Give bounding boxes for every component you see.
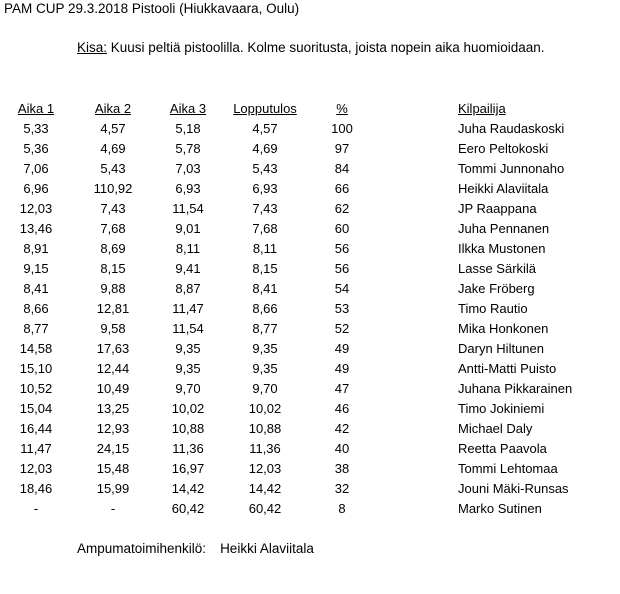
cell-time-3: 16,97 xyxy=(171,461,205,476)
cell-competitor: Timo Jokiniemi xyxy=(458,401,545,416)
competition-description xyxy=(77,40,545,55)
table-row xyxy=(0,219,620,239)
cell-competitor: Jouni Mäki-Runsas xyxy=(458,481,569,496)
header-percent: % xyxy=(336,101,348,116)
cell-time-2: 9,88 xyxy=(100,281,126,296)
cell-time-1: 18,46 xyxy=(19,481,53,496)
table-row xyxy=(0,299,620,319)
official-name: Heikki Alaviitala xyxy=(220,541,314,556)
cell-time-2: 8,69 xyxy=(100,241,126,256)
cell-final-result: 8,11 xyxy=(252,241,278,256)
cell-time-2: 7,68 xyxy=(100,221,126,236)
cell-final-result: 4,69 xyxy=(252,141,278,156)
cell-time-1: 8,66 xyxy=(23,301,49,316)
cell-time-1: 7,06 xyxy=(23,161,49,176)
cell-time-3: 11,54 xyxy=(172,201,204,216)
cell-percent: 84 xyxy=(334,161,350,176)
cell-competitor: Mika Honkonen xyxy=(458,321,549,336)
cell-time-3: 9,35 xyxy=(175,361,201,376)
cell-time-2: 13,25 xyxy=(96,401,130,416)
table-row xyxy=(0,259,620,279)
cell-percent: 40 xyxy=(334,441,350,456)
table-header xyxy=(0,99,620,119)
cell-time-1: 8,77 xyxy=(23,321,49,336)
cell-competitor: Juhana Pikkarainen xyxy=(458,381,573,396)
cell-time-2: 15,99 xyxy=(96,481,130,496)
cell-percent: 97 xyxy=(334,141,350,156)
cell-final-result: 11,36 xyxy=(249,441,281,456)
cell-competitor: Lasse Särkilä xyxy=(458,261,537,276)
cell-percent: 49 xyxy=(334,361,350,376)
cell-final-result: 9,35 xyxy=(252,361,278,376)
cell-competitor: Heikki Alaviitala xyxy=(458,181,549,196)
cell-time-1: 8,41 xyxy=(23,281,49,296)
cell-final-result: 7,68 xyxy=(252,221,278,236)
official-label: Ampumatoimihenkilö: xyxy=(77,541,207,556)
cell-time-3: 9,41 xyxy=(175,261,201,276)
table-row xyxy=(0,179,620,199)
cell-final-result: 8,15 xyxy=(252,261,278,276)
cell-competitor: Juha Raudaskoski xyxy=(458,121,565,136)
cell-time-1: 11,47 xyxy=(20,441,52,456)
cell-time-1: 6,96 xyxy=(23,181,49,196)
header-aika-3: Aika 3 xyxy=(169,101,207,116)
cell-competitor: Timo Rautio xyxy=(458,301,528,316)
table-row xyxy=(0,419,620,439)
cell-time-3: 7,03 xyxy=(175,161,201,176)
cell-final-result: 12,03 xyxy=(248,461,282,476)
cell-final-result: 9,35 xyxy=(252,341,278,356)
cell-competitor: Marko Sutinen xyxy=(458,501,542,516)
cell-competitor: Tommi Junnonaho xyxy=(458,161,565,176)
document-title: PAM CUP 29.3.2018 Pistooli (Hiukkavaara, Oulu) xyxy=(4,1,300,16)
cell-time-1: 15,10 xyxy=(19,361,53,376)
cell-final-result: 10,02 xyxy=(248,401,282,416)
table-row xyxy=(0,119,620,139)
cell-time-3: 11,36 xyxy=(172,441,204,456)
cell-time-3: 10,02 xyxy=(171,401,205,416)
cell-final-result: 8,66 xyxy=(252,301,278,316)
official-line xyxy=(77,541,314,556)
cell-percent: 100 xyxy=(331,121,353,136)
table-row xyxy=(0,319,620,339)
cell-percent: 52 xyxy=(334,321,350,336)
cell-time-1: 9,15 xyxy=(23,261,49,276)
cell-time-2: - xyxy=(110,501,116,516)
cell-percent: 62 xyxy=(334,201,350,216)
table-row xyxy=(0,499,620,519)
cell-time-1: 5,33 xyxy=(23,121,49,136)
cell-percent: 42 xyxy=(334,421,350,436)
cell-final-result: 60,42 xyxy=(248,501,282,516)
cell-competitor: Jake Fröberg xyxy=(458,281,535,296)
table-row xyxy=(0,339,620,359)
cell-competitor: Michael Daly xyxy=(458,421,533,436)
cell-time-3: 8,87 xyxy=(175,281,201,296)
cell-final-result: 9,70 xyxy=(252,381,278,396)
cell-time-3: 9,35 xyxy=(175,341,201,356)
cell-percent: 66 xyxy=(334,181,350,196)
table-row xyxy=(0,439,620,459)
cell-final-result: 10,88 xyxy=(248,421,282,436)
cell-competitor: Daryn Hiltunen xyxy=(458,341,544,356)
cell-time-1: 14,58 xyxy=(19,341,53,356)
cell-percent: 60 xyxy=(334,221,350,236)
cell-time-2: 4,57 xyxy=(100,121,126,136)
cell-time-3: 5,18 xyxy=(175,121,201,136)
cell-competitor: JP Raappana xyxy=(458,201,537,216)
table-row xyxy=(0,199,620,219)
header-aika-1: Aika 1 xyxy=(17,101,55,116)
cell-time-3: 5,78 xyxy=(175,141,201,156)
cell-time-2: 12,44 xyxy=(96,361,130,376)
cell-competitor: Ilkka Mustonen xyxy=(458,241,546,256)
cell-time-2: 15,48 xyxy=(96,461,130,476)
table-row xyxy=(0,159,620,179)
cell-time-1: 16,44 xyxy=(19,421,53,436)
cell-time-2: 9,58 xyxy=(100,321,126,336)
cell-final-result: 8,77 xyxy=(252,321,278,336)
cell-percent: 49 xyxy=(334,341,350,356)
cell-time-3: 60,42 xyxy=(171,501,205,516)
cell-percent: 38 xyxy=(334,461,350,476)
cell-final-result: 5,43 xyxy=(252,161,278,176)
table-row xyxy=(0,139,620,159)
cell-time-1: 5,36 xyxy=(23,141,49,156)
cell-time-2: 7,43 xyxy=(100,201,126,216)
cell-competitor: Tommi Lehtomaa xyxy=(458,461,558,476)
cell-percent: 47 xyxy=(334,381,350,396)
cell-competitor: Antti-Matti Puisto xyxy=(458,361,557,376)
cell-time-2: 4,69 xyxy=(100,141,126,156)
cell-final-result: 14,42 xyxy=(248,481,282,496)
cell-competitor: Juha Pennanen xyxy=(458,221,550,236)
cell-percent: 54 xyxy=(334,281,350,296)
table-row xyxy=(0,479,620,499)
cell-time-3: 10,88 xyxy=(171,421,205,436)
cell-percent: 56 xyxy=(334,241,350,256)
cell-final-result: 6,93 xyxy=(252,181,278,196)
cell-time-2: 10,49 xyxy=(96,381,130,396)
cell-final-result: 8,41 xyxy=(252,281,278,296)
description-text: Kuusi peltiä pistoolilla. Kolme suoritusta, joista nopein aika huomioidaan. xyxy=(107,40,545,55)
table-row xyxy=(0,239,620,259)
header-aika-2: Aika 2 xyxy=(94,101,132,116)
cell-percent: 56 xyxy=(334,261,350,276)
cell-time-1: 13,46 xyxy=(19,221,53,236)
cell-percent: 46 xyxy=(334,401,350,416)
header-kilpailija: Kilpailija xyxy=(458,101,506,116)
cell-time-3: 14,42 xyxy=(171,481,205,496)
header-lopputulos: Lopputulos xyxy=(233,101,297,116)
cell-time-3: 9,70 xyxy=(175,381,201,396)
cell-time-2: 5,43 xyxy=(100,161,126,176)
cell-time-3: 11,54 xyxy=(172,321,204,336)
cell-percent: 53 xyxy=(334,301,350,316)
cell-time-3: 11,47 xyxy=(172,301,204,316)
table-row xyxy=(0,359,620,379)
table-row xyxy=(0,379,620,399)
cell-time-1: 10,52 xyxy=(19,381,53,396)
table-row xyxy=(0,279,620,299)
cell-time-3: 8,11 xyxy=(175,241,201,256)
cell-time-2: 24,15 xyxy=(96,441,130,456)
cell-time-1: 15,04 xyxy=(19,401,53,416)
table-row xyxy=(0,459,620,479)
cell-time-2: 8,15 xyxy=(100,261,126,276)
cell-percent: 32 xyxy=(334,481,350,496)
cell-percent: 8 xyxy=(338,501,346,516)
cell-time-2: 17,63 xyxy=(96,341,130,356)
cell-time-1: 12,03 xyxy=(19,201,53,216)
cell-final-result: 4,57 xyxy=(252,121,278,136)
cell-time-3: 9,01 xyxy=(175,221,201,236)
cell-time-2: 12,81 xyxy=(96,301,130,316)
cell-competitor: Eero Peltokoski xyxy=(458,141,549,156)
cell-final-result: 7,43 xyxy=(252,201,278,216)
cell-time-2: 12,93 xyxy=(96,421,130,436)
cell-time-1: 8,91 xyxy=(23,241,49,256)
table-row xyxy=(0,399,620,419)
description-label: Kisa: xyxy=(77,40,108,55)
cell-time-1: - xyxy=(33,501,39,516)
cell-competitor: Reetta Paavola xyxy=(458,441,547,456)
cell-time-3: 6,93 xyxy=(175,181,201,196)
cell-time-2: 110,92 xyxy=(93,181,133,196)
cell-time-1: 12,03 xyxy=(19,461,53,476)
